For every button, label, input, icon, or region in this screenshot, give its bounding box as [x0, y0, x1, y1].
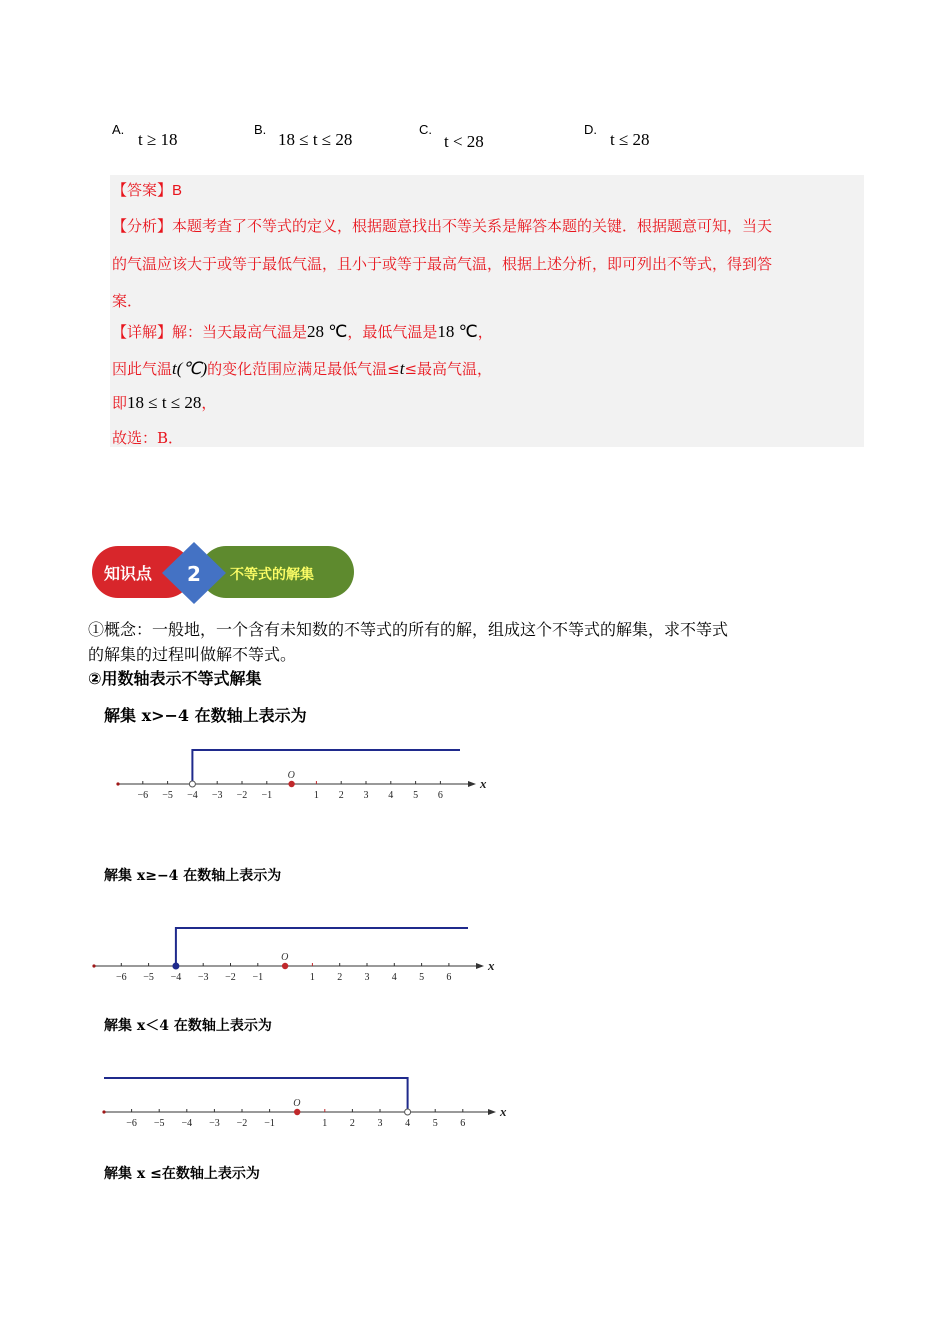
tick-label: 5	[413, 790, 419, 801]
option-b-expr: 18 ≤ t ≤ 28	[278, 130, 353, 149]
concept-heading-2: ②用数轴表示不等式解集	[88, 669, 262, 688]
detail-text-3b: ，	[201, 394, 217, 412]
tick-label: 2	[338, 790, 344, 801]
tick-label: −1	[264, 1118, 275, 1129]
tick-label: −2	[236, 790, 248, 801]
detail-tag: 【详解】	[112, 323, 173, 341]
analysis-line-3: 案．	[112, 292, 143, 310]
concept-line-2: 的解集的过程叫做解不等式。	[88, 645, 297, 664]
option-a-letter: A.	[112, 122, 125, 137]
tick-label: −6	[126, 1118, 137, 1129]
detail-line-2	[112, 358, 492, 379]
detail-line-4: 故选：B．	[112, 429, 184, 447]
tick-label: 4	[405, 1118, 411, 1129]
axis-arrow	[468, 781, 476, 787]
closed-endpoint	[173, 963, 179, 969]
open-endpoint	[189, 781, 195, 787]
tick-label: −6	[137, 790, 149, 801]
tick-label: 3	[377, 1118, 383, 1129]
tick-label: 5	[432, 1118, 438, 1129]
solution-ray	[104, 1078, 408, 1112]
tick-label: −4	[170, 972, 182, 983]
analysis-tag: 【分析】	[112, 217, 173, 235]
detail-value-low: 18 ℃	[437, 322, 478, 341]
option-c-expr: t < 28	[444, 132, 484, 151]
option-b-letter: B.	[254, 122, 267, 137]
tick-label: 4	[388, 790, 394, 801]
tick-label: 3	[364, 972, 370, 983]
numberline-caption-1: 解集 x>−4 在数轴上表示为	[104, 706, 307, 725]
detail-value-high: 28 ℃	[307, 322, 348, 341]
answer-value: B	[172, 182, 183, 199]
numberline-figure-2	[88, 920, 495, 990]
last-caption: 解集 x ≤在数轴上表示为	[104, 1166, 260, 1182]
tick-label: −1	[252, 972, 264, 983]
axis-arrow	[476, 963, 484, 969]
option-d-letter: D.	[584, 122, 597, 137]
origin-label: O	[281, 952, 289, 963]
tick-label: 1	[309, 972, 315, 983]
tick-label: −6	[115, 972, 127, 983]
banner-right-label: 不等式的解集	[230, 567, 314, 583]
tick-label: −5	[143, 972, 154, 983]
detail-line-1	[112, 321, 493, 342]
tick-label: −4	[181, 1118, 193, 1129]
detail-var-t: t(℃)	[172, 359, 208, 378]
origin-label: O	[287, 770, 295, 781]
tick-label: −1	[261, 790, 273, 801]
tick-label: −5	[162, 790, 173, 801]
tick-label: 2	[337, 972, 343, 983]
banner-left-label: 知识点	[104, 564, 153, 583]
tick-label: 6	[437, 790, 443, 801]
detail-line-3	[112, 392, 216, 413]
detail-text-1b: ，最低气温是	[347, 323, 438, 341]
tick-label: −2	[236, 1118, 248, 1129]
tick-label: −5	[153, 1118, 165, 1129]
tick-label: 6	[460, 1118, 466, 1129]
option-a-expr: t ≥ 18	[138, 130, 178, 149]
origin-dot	[282, 963, 288, 969]
numberline-caption-3: 解集 x＜4 在数轴上表示为	[104, 1018, 272, 1034]
origin-label: O	[293, 1098, 301, 1109]
tick-label: 6	[446, 972, 452, 983]
origin-dot	[288, 781, 294, 787]
tick-label: −3	[209, 1118, 220, 1129]
detail-text-1c: ，	[477, 323, 493, 341]
axis-start-dot	[116, 782, 119, 785]
solution-ray	[176, 928, 468, 966]
open-endpoint	[405, 1109, 411, 1115]
solution-ray	[192, 750, 460, 784]
axis-arrow	[488, 1109, 496, 1115]
detail-inequality: 18 ≤ t ≤ 28	[127, 393, 202, 412]
numberline-caption-2: 解集 x≥−4 在数轴上表示为	[104, 868, 282, 884]
axis-label: x	[480, 776, 487, 791]
answer-tag: 【答案】	[112, 181, 173, 199]
tick-label: 3	[363, 790, 369, 801]
numberline-figure-1	[110, 740, 487, 810]
tick-label: 1	[322, 1118, 328, 1129]
answer-line	[112, 179, 182, 200]
tick-label: 4	[391, 972, 397, 983]
detail-text-2a: 因此气温	[112, 360, 173, 378]
detail-text-2c: ≤最高气温，	[404, 360, 493, 378]
knowledge-point-banner	[90, 540, 358, 606]
banner-number: 2	[187, 562, 201, 586]
tick-label: 2	[349, 1118, 355, 1129]
detail-text-3a: 即	[112, 394, 128, 412]
detail-text-2b: 的变化范围应满足最低气温≤	[207, 360, 400, 378]
tick-label: 1	[313, 790, 319, 801]
axis-label: x	[500, 1104, 507, 1119]
axis-label: x	[488, 958, 495, 973]
numberline-figure-3	[98, 1068, 507, 1138]
analysis-text-1: 本题考查了不等式的定义，根据题意找出不等关系是解答本题的关键．根据题意可知，当天	[172, 217, 773, 235]
concept-line-1: ①概念：一般地，一个含有未知数的不等式的所有的解，组成这个不等式的解集，求不等式	[88, 620, 729, 639]
origin-dot	[294, 1109, 300, 1115]
tick-label: −4	[187, 790, 198, 801]
option-c-letter: C.	[419, 122, 432, 137]
axis-start-dot	[102, 1110, 105, 1113]
detail-text-1a: 解：当天最高气温是	[172, 323, 308, 341]
tick-label: 5	[419, 972, 425, 983]
detail-var-t2: t	[399, 359, 405, 378]
tick-label: −2	[225, 972, 236, 983]
analysis-line-2: 的气温应该大于或等于最低气温，且小于或等于最高气温，根据上述分析，即可列出不等式，得到答	[112, 255, 773, 273]
tick-label: −3	[197, 972, 209, 983]
option-d-expr: t ≤ 28	[610, 130, 650, 149]
tick-label: −3	[211, 790, 223, 801]
axis-start-dot	[92, 964, 95, 967]
analysis-line-1	[112, 215, 772, 236]
